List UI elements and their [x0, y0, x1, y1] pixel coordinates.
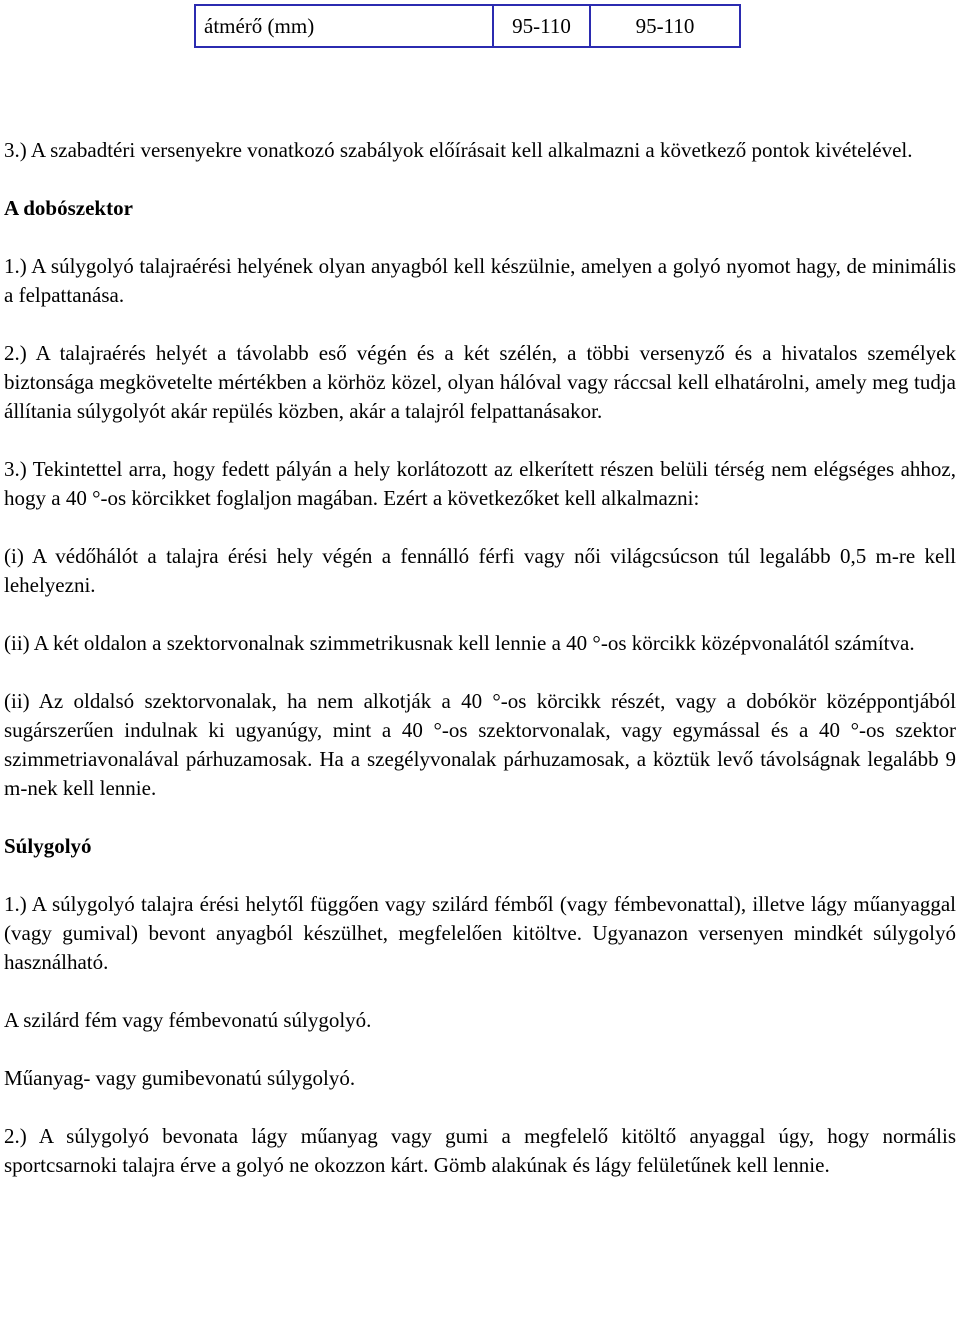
paragraph-ii-a: (ii) A két oldalon a szektorvonalnak szimmetrikusnak kell lennie a 40 °-os körcikk középvonalától számítva.: [4, 631, 915, 655]
paragraph-3: 3.) Tekintettel arra, hogy fedett pályán a hely korlátozott az elkerített részen belüli térség nem elégséges ahhoz, hogy a 40 °-os körcikket foglaljon magában. Ezért a következőket kell alkalmazni:: [4, 457, 956, 510]
paragraph-1: 1.) A súlygolyó talajraérési helyének olyan anyagból kell készülnie, amelyen a golyó nyomot hagy, de minimális a felpattanása.: [4, 254, 956, 307]
heading-throwing-sector: A dobószektor: [4, 196, 133, 220]
document-body: [4, 136, 956, 1180]
shot-metal-line: A szilárd fém vagy fémbevonatú súlygolyó.: [4, 1008, 372, 1032]
spec-table-wrapper: [194, 4, 741, 48]
spec-table: [194, 4, 741, 48]
shot-paragraph-2: 2.) A súlygolyó bevonata lágy műanyag vagy gumi a megfelelő kitöltő anyaggal úgy, hogy normális sportcsarnoki talajra érve a golyó ne okozzon kárt. Gömb alakúnak és lágy felületűnek kell lennie.: [4, 1124, 956, 1177]
table-row: [195, 5, 740, 47]
paragraph-rules: 3.) A szabadtéri versenyekre vonatkozó szabályok előírásait kell alkalmazni a következő pontok kivételével.: [4, 138, 913, 162]
table-cell-value: 95-110: [493, 5, 590, 47]
table-cell-label: átmérő (mm): [195, 5, 493, 47]
table-cell-value: 95-110: [590, 5, 740, 47]
paragraph-i: (i) A védőhálót a talajra érési hely végén a fennálló férfi vagy női világcsúcson túl legalább 0,5 m-re kell lehelyezni.: [4, 544, 956, 597]
paragraph-ii-b: (ii) Az oldalsó szektorvonalak, ha nem alkotják a 40 °-os körcikk részét, vagy a dobókör középpontjából sugárszerűen indulnak ki ugyanúgy, mint a 40 °-os szektorvonalak, vagy egymással és a 40 °-os szektor szimmetriavonalával párhuzamosak. Ha a szegélyvonalak párhuzamosak, a köztük levő távolságnak legalább 9 m-nek kell lennie.: [4, 689, 956, 800]
heading-shot-put: Súlygolyó: [4, 834, 92, 858]
shot-plastic-line: Műanyag- vagy gumibevonatú súlygolyó.: [4, 1066, 356, 1090]
paragraph-2: 2.) A talajraérés helyét a távolabb eső végén és a két szélén, a többi versenyző és a hivatalos személyek biztonsága megkövetelte mértékben a körhöz közel, olyan hálóval vagy ráccsal kell elhatárolni, amely meg tudja állítania súlygolyót akár repülés közben, akár a talajról felpattanásakor.: [4, 341, 956, 423]
shot-paragraph-1: 1.) A súlygolyó talajra érési helytől függően vagy szilárd fémből (vagy fémbevonattal), illetve lágy műanyaggal (vagy gumival) bevont anyagból készülhet, megfelelően kitöltve. Ugyanazon versenyen mindkét súlygolyó használható.: [4, 892, 956, 974]
